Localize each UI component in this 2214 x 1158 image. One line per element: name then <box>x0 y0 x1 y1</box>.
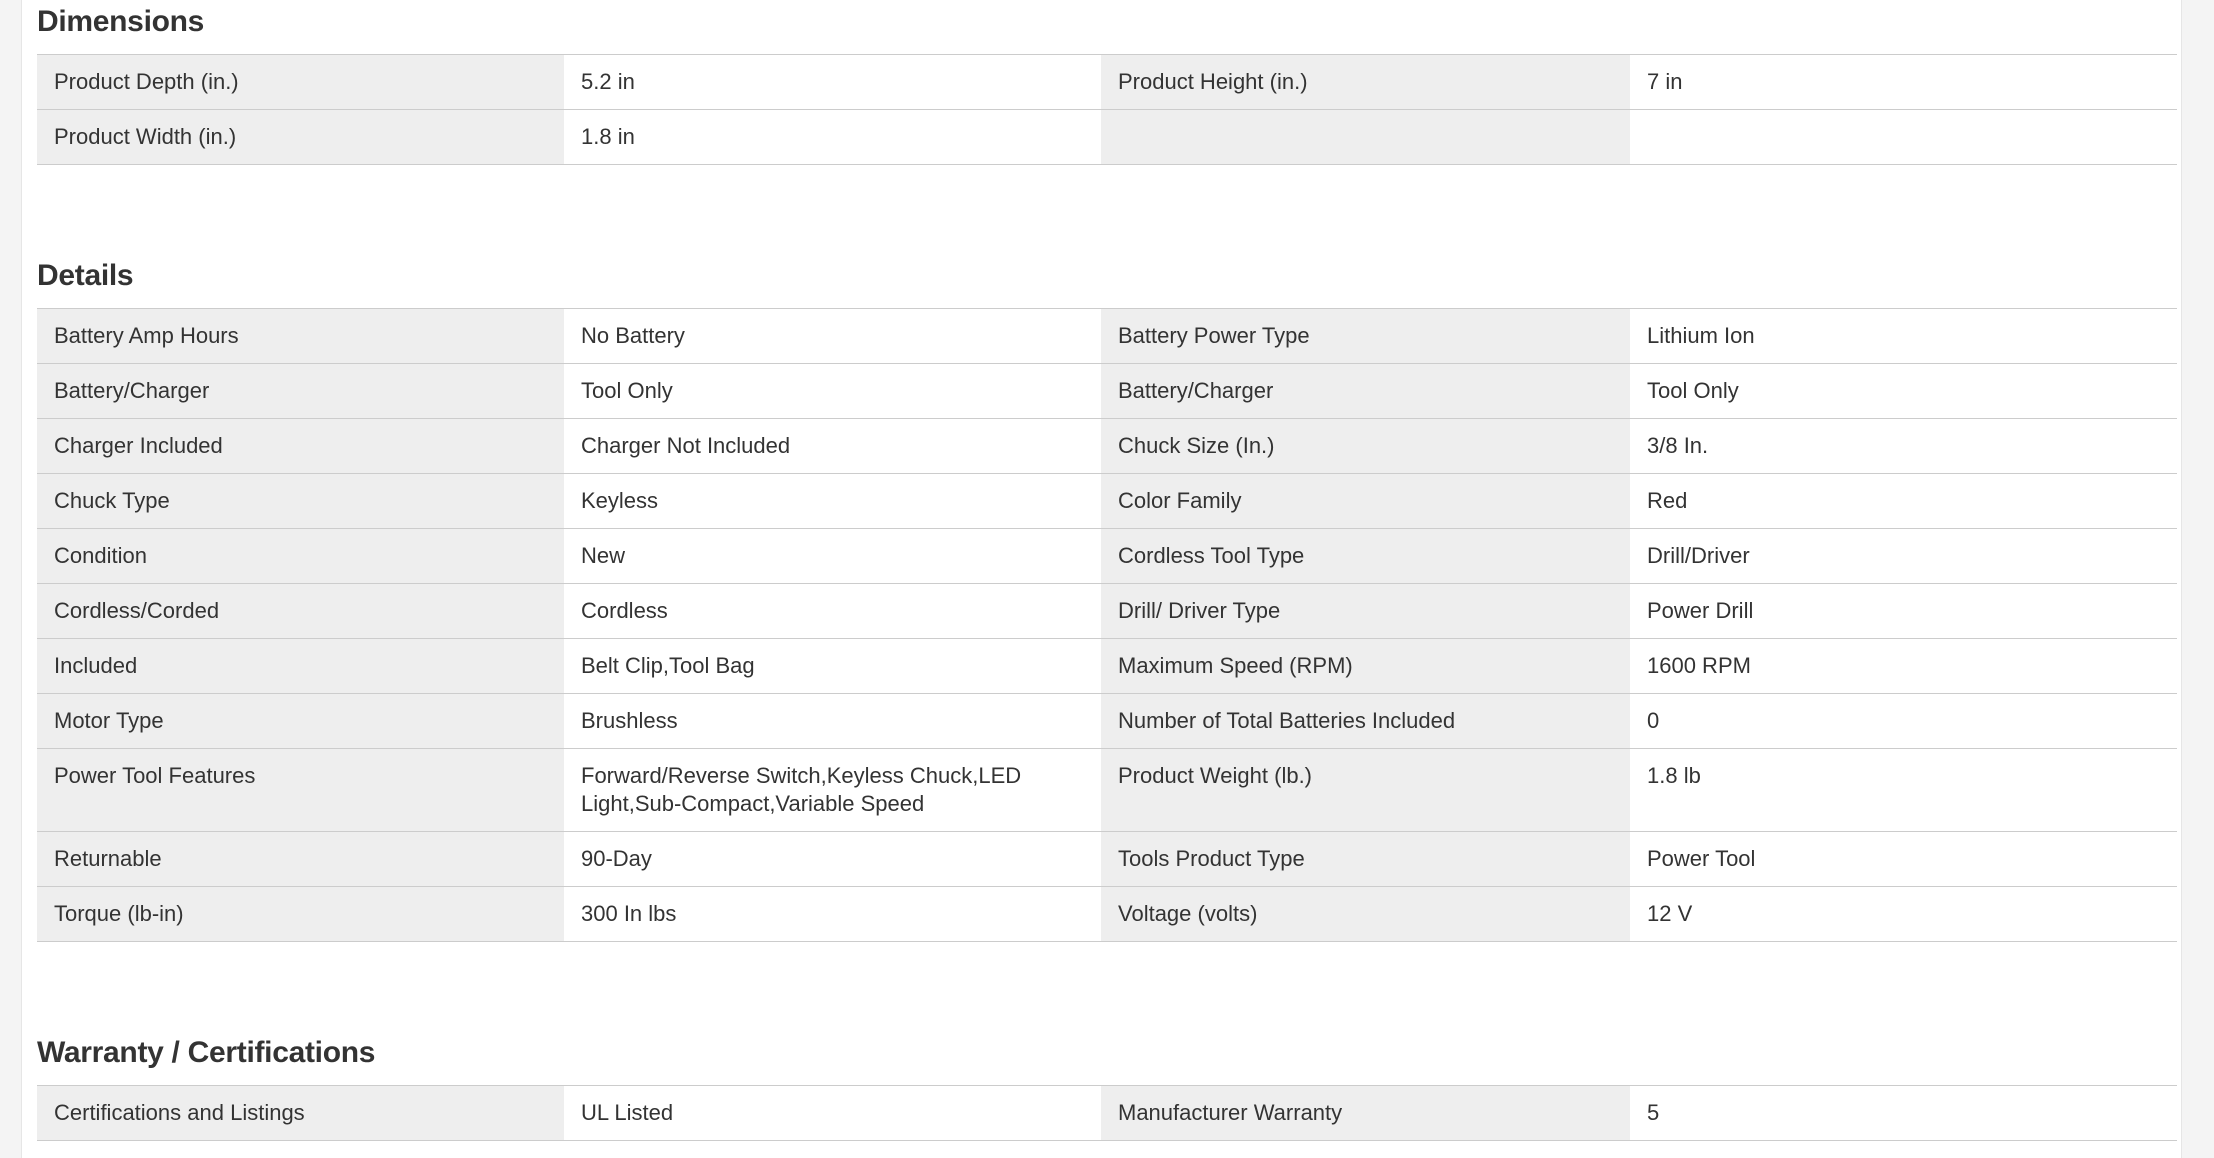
spec-value-cell: UL Listed <box>564 1086 1101 1141</box>
spec-label-cell: Number of Total Batteries Included <box>1101 694 1630 749</box>
spec-value-cell: Belt Clip,Tool Bag <box>564 639 1101 694</box>
spec-value-cell: Brushless <box>564 694 1101 749</box>
spec-value-cell: 0 <box>1630 694 2177 749</box>
spec-value-cell: 12 V <box>1630 887 2177 942</box>
section-details <box>37 257 2181 942</box>
spec-value-cell: Keyless <box>564 474 1101 529</box>
spec-label-cell: Charger Included <box>37 419 564 474</box>
spec-row <box>37 832 2177 887</box>
section-warranty-certifications <box>37 1034 2181 1141</box>
spec-value-cell: Cordless <box>564 584 1101 639</box>
spec-label-cell: Maximum Speed (RPM) <box>1101 639 1630 694</box>
section-title-warranty-certifications: Warranty / Certifications <box>37 1036 376 1069</box>
spec-value-cell: 1.8 lb <box>1630 749 2177 832</box>
spec-label-cell: Tools Product Type <box>1101 832 1630 887</box>
spec-label-cell: Battery/Charger <box>1101 364 1630 419</box>
spec-label-cell: Power Tool Features <box>37 749 564 832</box>
spec-label-cell: Battery Amp Hours <box>37 309 564 364</box>
spec-value-cell: No Battery <box>564 309 1101 364</box>
spec-value-cell <box>1630 110 2177 165</box>
warranty-table <box>37 1085 2177 1141</box>
spec-value-cell: 7 in <box>1630 55 2177 110</box>
spec-row <box>37 584 2177 639</box>
spec-row <box>37 749 2177 832</box>
spec-label-cell: Returnable <box>37 832 564 887</box>
spec-label-cell: Product Height (in.) <box>1101 55 1630 110</box>
dimensions-table <box>37 54 2177 165</box>
spec-label-cell: Product Depth (in.) <box>37 55 564 110</box>
spec-row <box>37 639 2177 694</box>
spec-value-cell: Lithium Ion <box>1630 309 2177 364</box>
specifications-content <box>21 0 2182 1158</box>
spec-value-cell: New <box>564 529 1101 584</box>
spec-label-cell: Voltage (volts) <box>1101 887 1630 942</box>
spec-label-cell: Battery/Charger <box>37 364 564 419</box>
spec-value-cell: 5 <box>1630 1086 2177 1141</box>
spec-value-cell: Red <box>1630 474 2177 529</box>
section-title-details: Details <box>37 259 134 292</box>
spec-value-cell: Drill/Driver <box>1630 529 2177 584</box>
spec-value-cell: 300 In lbs <box>564 887 1101 942</box>
spec-row <box>37 419 2177 474</box>
spec-value-cell: Forward/Reverse Switch,Keyless Chuck,LED Light,Sub-Compact,Variable Speed <box>564 749 1101 832</box>
details-table <box>37 308 2177 942</box>
spec-label-cell: Cordless/Corded <box>37 584 564 639</box>
spec-label-cell: Color Family <box>1101 474 1630 529</box>
spec-label-cell: Battery Power Type <box>1101 309 1630 364</box>
spec-row <box>37 474 2177 529</box>
spec-row <box>37 110 2177 165</box>
spec-value-cell: 3/8 In. <box>1630 419 2177 474</box>
spec-row <box>37 309 2177 364</box>
spec-value-cell: 90-Day <box>564 832 1101 887</box>
spec-label-cell: Cordless Tool Type <box>1101 529 1630 584</box>
spec-label-cell: Certifications and Listings <box>37 1086 564 1141</box>
spec-label-cell: Chuck Type <box>37 474 564 529</box>
spec-label-cell: Product Width (in.) <box>37 110 564 165</box>
spec-row <box>37 694 2177 749</box>
spec-value-cell: Charger Not Included <box>564 419 1101 474</box>
spec-row <box>37 364 2177 419</box>
spec-label-cell: Torque (lb-in) <box>37 887 564 942</box>
spec-value-cell: 5.2 in <box>564 55 1101 110</box>
spec-label-cell <box>1101 110 1630 165</box>
spec-label-cell: Drill/ Driver Type <box>1101 584 1630 639</box>
spec-value-cell: Tool Only <box>564 364 1101 419</box>
spec-label-cell: Condition <box>37 529 564 584</box>
spec-label-cell: Chuck Size (In.) <box>1101 419 1630 474</box>
spec-row <box>37 1086 2177 1141</box>
spec-value-cell: Power Tool <box>1630 832 2177 887</box>
spec-row <box>37 529 2177 584</box>
spec-label-cell: Manufacturer Warranty <box>1101 1086 1630 1141</box>
spec-label-cell: Motor Type <box>37 694 564 749</box>
spec-value-cell: 1.8 in <box>564 110 1101 165</box>
spec-value-cell: Tool Only <box>1630 364 2177 419</box>
spec-label-cell: Product Weight (lb.) <box>1101 749 1630 832</box>
spec-label-cell: Included <box>37 639 564 694</box>
section-title-dimensions: Dimensions <box>37 5 205 38</box>
spec-row <box>37 55 2177 110</box>
spec-value-cell: Power Drill <box>1630 584 2177 639</box>
spec-row <box>37 887 2177 942</box>
section-dimensions <box>37 3 2181 165</box>
spec-value-cell: 1600 RPM <box>1630 639 2177 694</box>
